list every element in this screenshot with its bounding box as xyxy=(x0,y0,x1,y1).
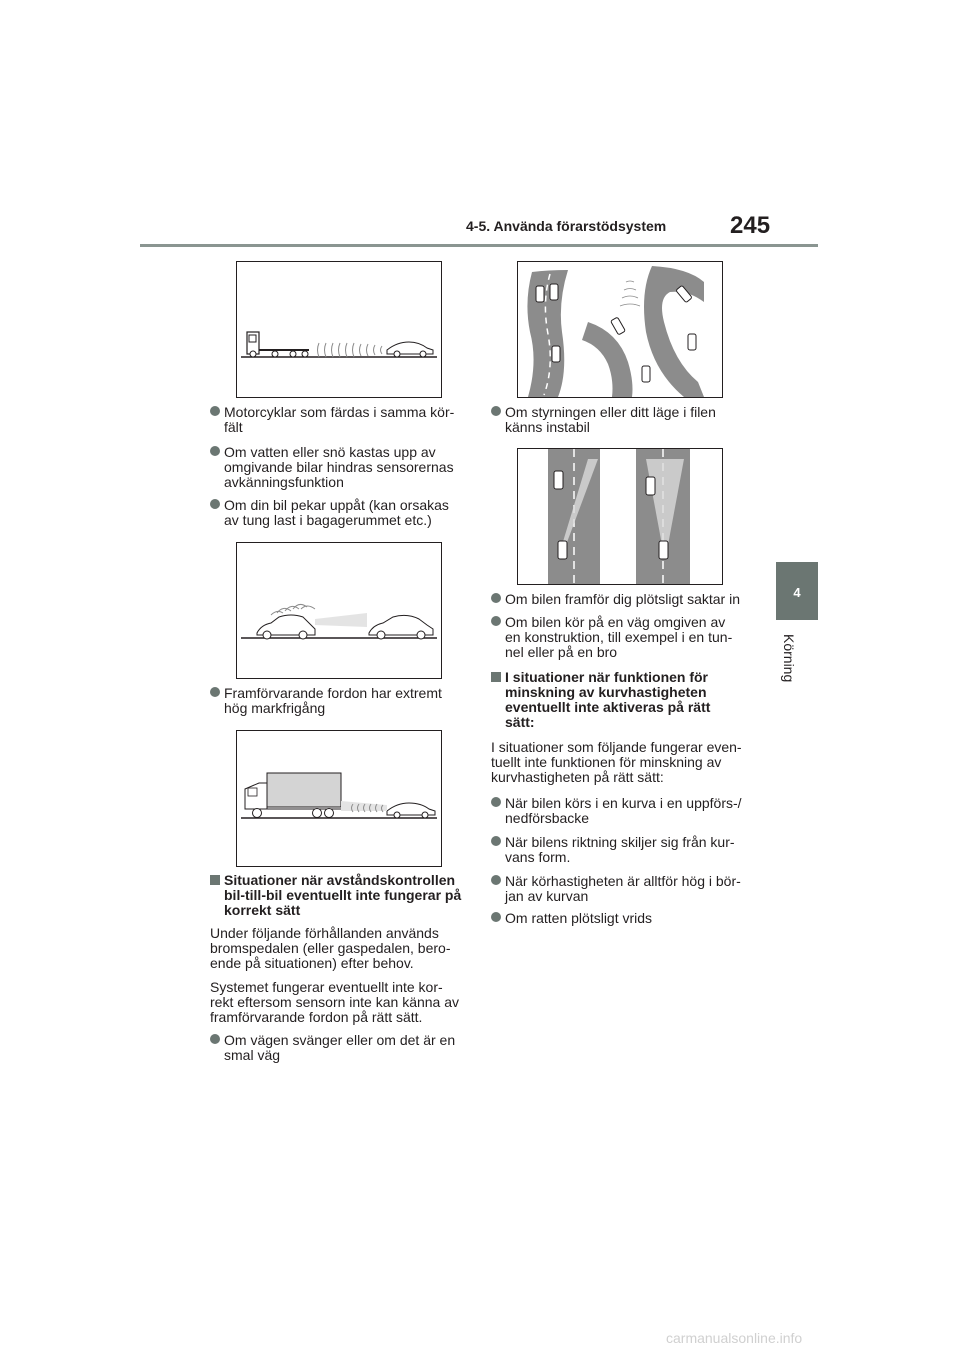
section-heading: Situationer när avståndskontrollen bil-till-bil eventuellt inte fungerar på korrekt sätt xyxy=(210,873,472,918)
illustration-high-truck xyxy=(237,731,441,866)
list-item: Om styrningen eller ditt läge i filen känns instabil xyxy=(491,405,753,435)
illustration-curved-roads xyxy=(518,262,722,397)
paragraph: Under följande förhållanden används bromspedalen (eller gaspedalen, bero- ende på situationen) efter behov. xyxy=(210,925,451,971)
bullet-icon xyxy=(210,687,220,697)
bullet-icon xyxy=(491,616,501,626)
list-item: När körhastigheten är alltför hög i bör- jan av kurvan xyxy=(491,874,753,904)
chapter-tab[interactable]: 4 xyxy=(776,562,818,620)
watermark-link[interactable]: carmanualsonline.info xyxy=(666,1330,803,1346)
square-bullet-icon xyxy=(491,672,501,682)
figure-nose-up xyxy=(236,542,442,679)
list-item: Om vatten eller snö kastas upp av omgivande bilar hindras sensorernas avkänningsfunktion xyxy=(210,445,472,490)
bullet-icon xyxy=(210,499,220,509)
list-item: Om bilen framför dig plötsligt saktar in xyxy=(491,592,753,607)
bullet-icon xyxy=(491,406,501,416)
page-number: 245 xyxy=(730,212,771,239)
paragraph: I situationer som följande fungerar even- tuellt inte funktionen för minskning av kurvhastigheten på rätt sätt: xyxy=(491,739,742,785)
illustration-straight-lanes xyxy=(518,449,722,584)
chapter-label-text: Körning xyxy=(781,634,797,683)
bullet-icon xyxy=(491,797,501,807)
list-item: När bilens riktning skiljer sig från kur- vans form. xyxy=(491,835,753,865)
bullet-icon xyxy=(210,1034,220,1044)
section-heading: I situationer när funktionen för minskning av kurvhastigheten eventuellt inte aktiveras på rätt sätt: xyxy=(491,670,753,730)
list-item: När bilen körs i en kurva i en uppförs-/ nedförsbacke xyxy=(491,796,753,826)
list-item: Om vägen svänger eller om det är en smal väg xyxy=(210,1033,472,1063)
bullet-icon xyxy=(210,446,220,456)
illustration-nose-up-radar xyxy=(237,543,441,678)
chapter-label xyxy=(775,634,819,714)
list-item: Om din bil pekar uppåt (kan orsakas av tung last i bagagerummet etc.) xyxy=(210,498,472,528)
paragraph: Systemet fungerar eventuellt inte kor- rekt eftersom sensorn inte kan känna av framförvarande fordon på rätt sätt. xyxy=(210,979,460,1025)
header-divider xyxy=(140,244,818,247)
list-item: Motorcyklar som färdas i samma kör- fält xyxy=(210,405,472,435)
section-title: 4-5. Använda förarstödsystem xyxy=(466,218,667,234)
figure-low-trailer xyxy=(236,261,442,398)
list-item: Framförvarande fordon har extremt hög markfrigång xyxy=(210,686,472,716)
illustration-trailer-radar xyxy=(237,262,441,397)
figure-curved-roads xyxy=(517,261,723,398)
bullet-icon xyxy=(491,875,501,885)
bullet-icon xyxy=(491,836,501,846)
bullet-icon xyxy=(210,406,220,416)
square-bullet-icon xyxy=(210,875,220,885)
list-item: Om bilen kör på en väg omgiven av en konstruktion, till exempel i en tun- nel eller på en bro xyxy=(491,615,753,660)
list-item: Om ratten plötsligt vrids xyxy=(491,911,753,926)
figure-straight-lanes xyxy=(517,448,723,585)
figure-high-truck xyxy=(236,730,442,867)
bullet-icon xyxy=(491,912,501,922)
bullet-icon xyxy=(491,593,501,603)
